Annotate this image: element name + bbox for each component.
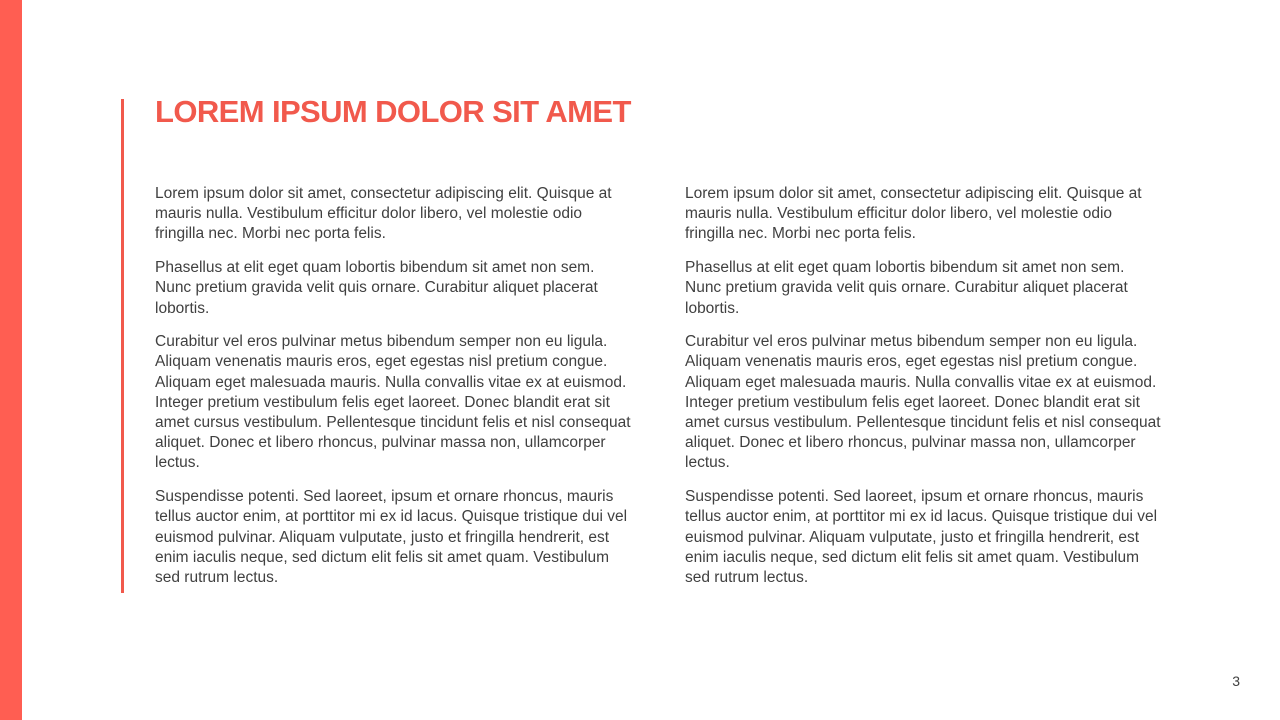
slide-title: LOREM IPSUM DOLOR SIT AMET bbox=[155, 94, 631, 129]
body-paragraph: Curabitur vel eros pulvinar metus bibendum semper non eu ligula. Aliquam venenatis mauris eros, eget egestas nisl pretium congue. Aliquam eget malesuada mauris. Nulla convallis vitae ex at euismod. Integer pretium vestibulum felis eget laoreet. Donec blandit erat sit amet cursus vestibulum. Pellentesque tincidunt felis et nisl consequat aliquet. Donec et libero rhoncus, pulvinar massa non, ullamcorper lectus. bbox=[155, 333, 631, 472]
body-paragraph: Lorem ipsum dolor sit amet, consectetur adipiscing elit. Quisque at mauris nulla. Vestibulum efficitur dolor libero, vel molestie odio fringilla nec. Morbi nec porta felis. bbox=[155, 185, 612, 243]
left-accent-band bbox=[0, 0, 22, 720]
title-accent-rule bbox=[121, 99, 124, 593]
body-paragraph: Lorem ipsum dolor sit amet, consectetur adipiscing elit. Quisque at mauris nulla. Vestibulum efficitur dolor libero, vel molestie odio fringilla nec. Morbi nec porta felis. bbox=[685, 185, 1142, 243]
text-column-left bbox=[155, 184, 631, 602]
body-paragraph: Suspendisse potenti. Sed laoreet, ipsum et ornare rhoncus, mauris tellus auctor enim, at porttitor mi ex id lacus. Quisque tristique dui vel euismod pulvinar. Aliquam vulputate, justo et fringilla hendrerit, est enim iaculis neque, sed dictum elit felis sit amet quam. Vestibulum sed rutrum lectus. bbox=[685, 488, 1158, 586]
text-column-right bbox=[685, 184, 1161, 602]
body-paragraph: Phasellus at elit eget quam lobortis bibendum sit amet non sem. Nunc pretium gravida velit quis ornare. Curabitur aliquet placerat lobortis. bbox=[685, 259, 1128, 317]
page-number: 3 bbox=[1232, 673, 1240, 689]
body-paragraph: Suspendisse potenti. Sed laoreet, ipsum et ornare rhoncus, mauris tellus auctor enim, at porttitor mi ex id lacus. Quisque tristique dui vel euismod pulvinar. Aliquam vulputate, justo et fringilla hendrerit, est enim iaculis neque, sed dictum elit felis sit amet quam. Vestibulum sed rutrum lectus. bbox=[155, 488, 628, 586]
body-paragraph: Phasellus at elit eget quam lobortis bibendum sit amet non sem. Nunc pretium gravida velit quis ornare. Curabitur aliquet placerat lobortis. bbox=[155, 259, 598, 317]
body-paragraph: Curabitur vel eros pulvinar metus bibendum semper non eu ligula. Aliquam venenatis mauris eros, eget egestas nisl pretium congue. Aliquam eget malesuada mauris. Nulla convallis vitae ex at euismod. Integer pretium vestibulum felis eget laoreet. Donec blandit erat sit amet cursus vestibulum. Pellentesque tincidunt felis et nisl consequat aliquet. Donec et libero rhoncus, pulvinar massa non, ullamcorper lectus. bbox=[685, 333, 1161, 472]
